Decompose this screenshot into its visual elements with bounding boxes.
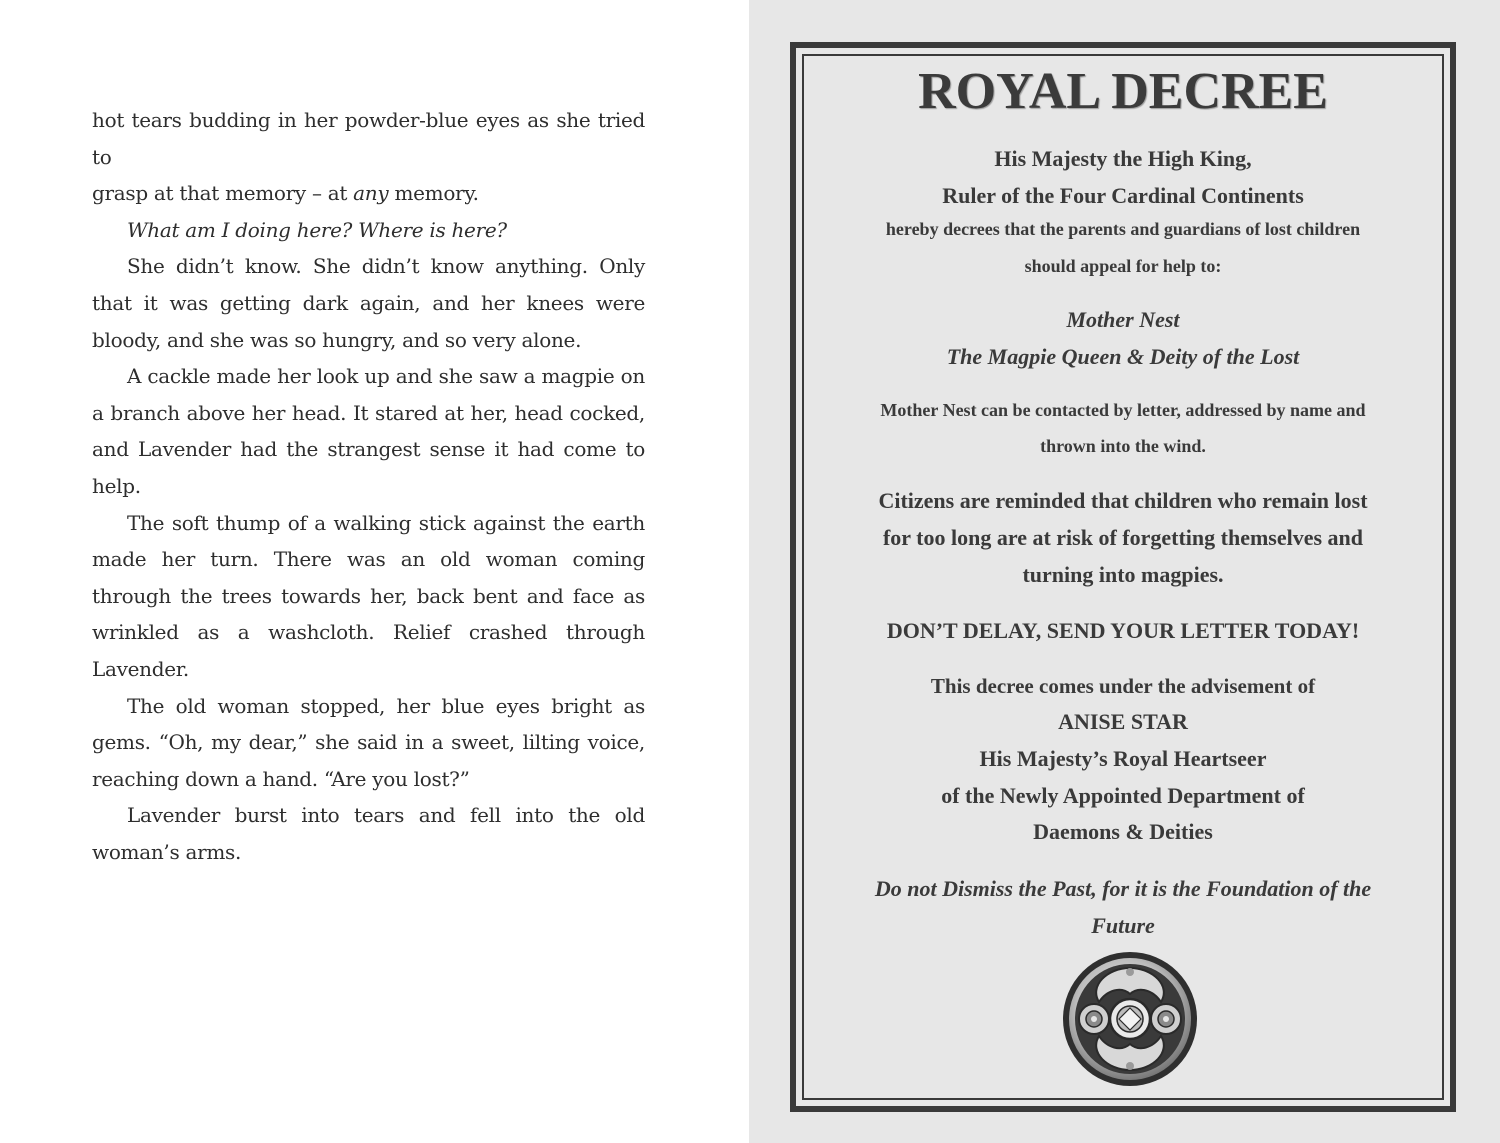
warning-line-2: for too long are at risk of forgetting themselves and [882,525,1364,550]
deity-title: The Magpie Queen & Deity of the Lost [946,344,1300,369]
contact-line-2: thrown into the wind. [1040,436,1206,456]
contact-line-1: Mother Nest can be contacted by letter, addressed by name and [880,400,1366,420]
paragraph-7: Lavender burst into tears and fell into the old woman’s arms. [92,803,645,864]
paragraph-6: The old woman stopped, her blue eyes bright as gems. “Oh, my dear,” she said in a sweet, lilting voice, reaching down a hand. “Are you lost?” [92,693,645,791]
paragraph-3: She didn’t know. She didn’t know anything. Only that it was getting dark again, and her knees were bloody, and she was so hungry, and so very alone. [92,254,645,352]
ruler-line-2: Ruler of the Four Cardinal Continents [942,183,1304,208]
paragraph-5: The soft thump of a walking stick against the earth made her turn. There was an old woman coming through the trees towards her, back bent and face as wrinkled as a washcloth. Relief crashed through Lavender. [92,510,645,681]
story-text [92,102,645,870]
paragraph-thought: What am I doing here? Where is here? [127,217,507,242]
emphasis: any [353,181,389,206]
decrees-line-2: should appeal for help to: [1024,256,1222,276]
paragraph-1: hot tears budding in her powder-blue eyes as she tried to [92,108,645,169]
department-line-1: of the Newly Appointed Department of [941,783,1305,808]
paragraph-1-cont: grasp at that memory – at any memory. [92,181,479,206]
deity-name: Mother Nest [1066,307,1180,332]
advisor-name: ANISE STAR [1058,709,1188,734]
department-line-2: Daemons & Deities [1033,819,1213,844]
left-page [0,0,749,1143]
advisor-title: His Majesty’s Royal Heartseer [979,746,1267,771]
decrees-line-1: hereby decrees that the parents and guardians of lost children [885,219,1361,239]
warning-line-3: turning into magpies. [1022,562,1224,587]
ruler-line-1: His Majesty the High King, [994,146,1252,171]
royal-seal-icon [1061,950,1199,1088]
warning-line-1: Citizens are reminded that children who remain lost [878,488,1368,513]
right-page [749,0,1500,1143]
advisement-line: This decree comes under the advisement of [930,674,1316,698]
motto-line-2: Future [1091,913,1155,938]
call-to-action: DON’T DELAY, SEND YOUR LETTER TODAY! [886,618,1360,643]
motto-line-1: Do not Dismiss the Past, for it is the Foundation of the [874,876,1372,901]
decree-title: ROYAL DECREE [918,63,1328,120]
paragraph-4: A cackle made her look up and she saw a magpie on a branch above her head. It stared at her, head cocked, and Lavender had the strangest sense it had come to help. [92,364,645,498]
